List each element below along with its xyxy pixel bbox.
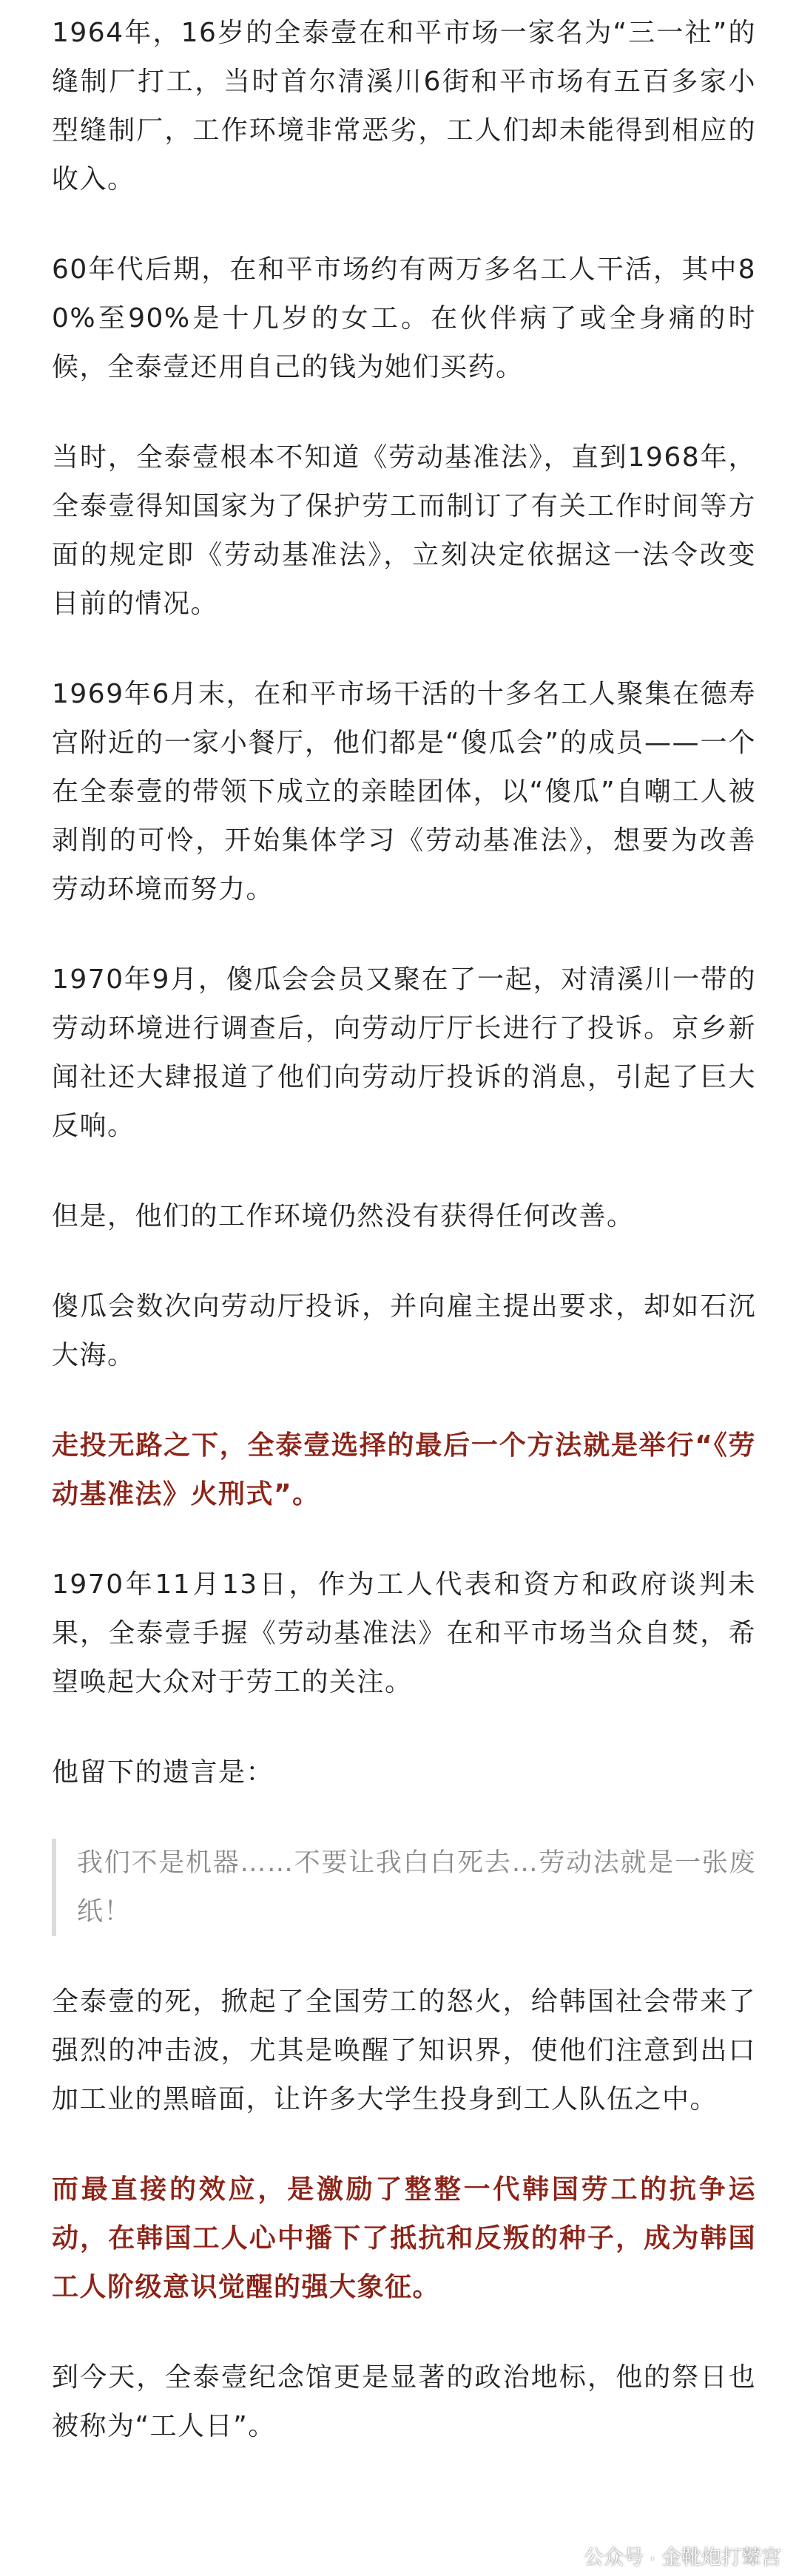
- last-words-quote: 我们不是机器……不要让我白白死去…劳动法就是一张废纸！: [52, 1839, 756, 1936]
- paragraph: 他留下的遗言是：: [52, 1757, 274, 1788]
- article-body: [52, 9, 756, 2492]
- paragraph: 但是，他们的工作环境仍然没有获得任何改善。: [52, 1201, 635, 1231]
- paragraph: 1970年11月13日，作为工人代表和资方和政府谈判未果，全泰壹手握《劳动基准法》在和平市场当众自焚，希望唤起大众对于劳工的关注。: [52, 1569, 756, 1697]
- emphasis-paragraph: 而最直接的效应，是激励了整整一代韩国劳工的抗争运动，在韩国工人心中播下了抵抗和反叛的种子，成为韩国工人阶级意识觉醒的强大象征。: [52, 2174, 756, 2302]
- paragraph: 傻瓜会数次向劳动厅投诉，并向雇主提出要求，却如石沉大海。: [52, 1291, 756, 1370]
- paragraph: 到今天，全泰壹纪念馆更是显著的政治地标，他的祭日也被称为“工人日”。: [52, 2362, 756, 2441]
- emphasis-paragraph: 走投无路之下，全泰壹选择的最后一个方法就是举行“《劳动基准法》火刑式”。: [52, 1430, 756, 1510]
- account-watermark: [544, 2541, 781, 2570]
- paragraph: 60年代后期，在和平市场约有两万多名工人干活，其中80%至90%是十几岁的女工。在伙伴病了或全身痛的时候，全泰壹还用自己的钱为她们买药。: [52, 254, 756, 382]
- paragraph: 1970年9月，傻瓜会会员又聚在了一起，对清溪川一带的劳动环境进行调查后，向劳动厅厅长进行了投诉。京乡新闻社还大肆报道了他们向劳动厅投诉的消息，引起了巨大反响。: [52, 964, 756, 1141]
- wechat-icon: [544, 2543, 576, 2569]
- paragraph: 1969年6月末，在和平市场干活的十多名工人聚集在德寿宫附近的一家小餐厅，他们都是“傻瓜会”的成员——一个在全泰壹的带领下成立的亲睦团体，以“傻瓜”自嘲工人被剥削的可怜，开始集体学习《劳动基准法》，想要为改善劳动环境而努力。: [52, 679, 756, 905]
- watermark-text: 公众号 · 金靴炮打鼙宫: [584, 2546, 781, 2569]
- paragraph: 1964年，16岁的全泰壹在和平市场一家名为“三一社”的缝制厂打工，当时首尔清溪川6街和平市场有五百多家小型缝制厂，工作环境非常恶劣，工人们却未能得到相应的收入。: [52, 18, 756, 195]
- paragraph: 全泰壹的死，掀起了全国劳工的怒火，给韩国社会带来了强烈的冲击波，尤其是唤醒了知识界，使他们注意到出口加工业的黑暗面，让许多大学生投身到工人队伍之中。: [52, 1987, 756, 2114]
- paragraph: 当时，全泰壹根本不知道《劳动基准法》，直到1968年，全泰壹得知国家为了保护劳工而制订了有关工作时间等方面的规定即《劳动基准法》，立刻决定依据这一法令改变目前的情况。: [52, 442, 756, 619]
